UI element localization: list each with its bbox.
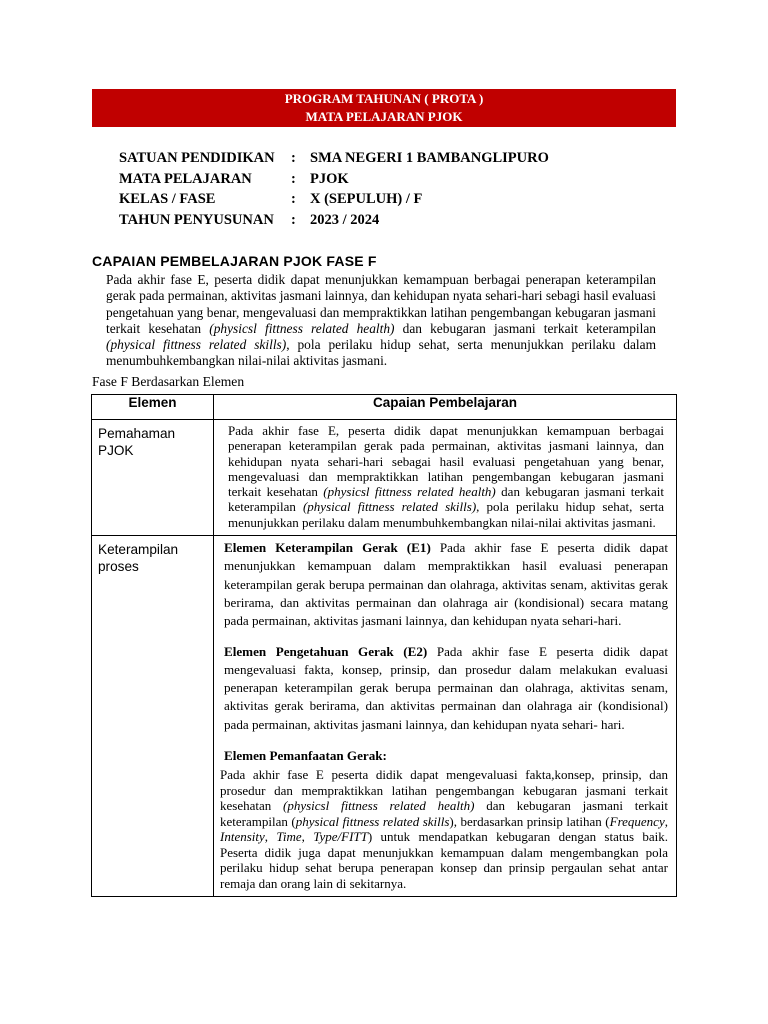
info-separator: : <box>291 170 296 187</box>
info-key: TAHUN PENYUSUNAN <box>119 211 274 228</box>
element-e1: Elemen Keterampilan Gerak (E1) Pada akhir fase E peserta didik dapat menunjukkan kemampuan dalam mempraktikkan hasil evaluasi penerapan keterampilan gerak berupa permainan dan olahraga, aktivitas senam, aktivitas gerak berirama, dan aktivitas permainan dan olahraga air (kondisional) secara matang pada permainan, aktivitas jasmani lainnya, dan kehidupan nyata sehari-hari. <box>224 540 668 629</box>
info-row <box>119 171 549 192</box>
achievement-text: Pada akhir fase E, peserta didik dapat menunjukkan kemampuan berbagai penerapan keterampilan gerak pada permainan, aktivitas jasmani lainnya, dan kehidupan nyata sehari-hari sebagai hasil evaluasi pengetahuan yang benar, mengevaluasi dan mempraktikkan latihan pengembangan kebugaran jasmani terkait kesehatan (physicsl fittness related health) dan kebugaran jasmani terkait keterampilan (physical fittness related skills), pola perilaku hidup sehat, serta menunjukkan perilaku dalam menumbuhkembangkan nilai-nilai aktivitas jasmani. <box>228 423 664 530</box>
achievement-cell <box>214 536 677 897</box>
elements-table <box>91 394 677 897</box>
info-separator: : <box>291 150 296 166</box>
intro-paragraph: Pada akhir fase E, peserta didik dapat menunjukkan kemampuan berbagai penerapan keterampilan gerak pada permainan, aktivitas jasmani lainnya, dan kehidupan nyata sehari-hari sebagi hasil evaluasi pengetahuan yang benar, mengevaluasi dan mempraktikkan latihan pengembangan kebugaran jasmani terkait kesehatan (physicsl fittness related health) dan kebugaran jasmani terkait keterampilan (physical fittness related skills), pola perilaku hidup sehat, serta menunjukkan perilaku dalam menumbuhkembangkan nilai-nilai aktivitas jasmani. <box>106 272 656 369</box>
header-element: Elemen <box>92 395 214 420</box>
table-header-row <box>92 395 677 420</box>
info-value: PJOK <box>310 170 349 187</box>
table-caption: Fase F Berdasarkan Elemen <box>92 374 245 389</box>
element-e2: Elemen Pengetahuan Gerak (E2) Pada akhir fase E peserta didik dapat mengevaluasi fakta, konsep, prinsip, dan prosedur dalam melakukan evaluasi penerapan keterampilan gerak berupa permainan dan olahraga, aktivitas senam, aktivitas gerak berirama, dan aktivitas permainan dan olahraga air (kondisional) pada permainan, aktivitas jasmani lainnya, dan kehidupan nyata sehari- hari. <box>224 643 668 732</box>
element-name: Keterampilan proses <box>92 536 214 897</box>
info-row <box>119 150 549 171</box>
info-value: SMA NEGERI 1 BAMBANGLIPURO <box>310 150 549 166</box>
info-key: KELAS / FASE <box>119 191 216 207</box>
title-line-1: PROGRAM TAHUNAN ( PROTA ) <box>284 91 484 106</box>
info-value: X (SEPULUH) / F <box>310 191 423 207</box>
title-banner <box>92 89 676 127</box>
info-key: SATUAN PENDIDIKAN <box>119 150 275 166</box>
info-separator: : <box>291 211 296 228</box>
info-value: 2023 / 2024 <box>310 211 380 228</box>
element-e3-title: Elemen Pemanfaatan Gerak: <box>224 748 387 764</box>
info-row <box>119 191 549 212</box>
school-info <box>119 150 549 232</box>
element-e3-text: Pada akhir fase E peserta didik dapat mengevaluasi fakta,konsep, prinsip, dan prosedur dan mempraktikkan latihan pengembangan kebugaran jasmani terkait kesehatan (physicsl fittness related health) dan kebugaran jasmani terkait keterampilan (physical fittness related skills), berdasarkan prinsip latihan (Frequency, Intensity, Time, Type/FITT) untuk mendapatkan kebugaran dengan status baik. Peserta didik juga dapat menunjukkan kemampuan dalam mengembangkan pola perilaku hidup sehat berupa penerapan konsep dan prinsip pergaulan sehat antar remaja dan orang lain di sekitarnya. <box>220 767 668 891</box>
table-row <box>92 420 677 536</box>
section-heading: CAPAIAN PEMBELAJARAN PJOK FASE F <box>92 253 377 269</box>
element-name: Pemahaman PJOK <box>92 420 214 536</box>
info-row <box>119 212 549 233</box>
info-key: MATA PELAJARAN <box>119 170 252 187</box>
title-line-2: MATA PELAJARAN PJOK <box>305 109 463 124</box>
table-row <box>92 536 677 897</box>
header-achievement: Capaian Pembelajaran <box>214 395 677 420</box>
info-separator: : <box>291 191 296 207</box>
achievement-cell <box>214 420 677 536</box>
